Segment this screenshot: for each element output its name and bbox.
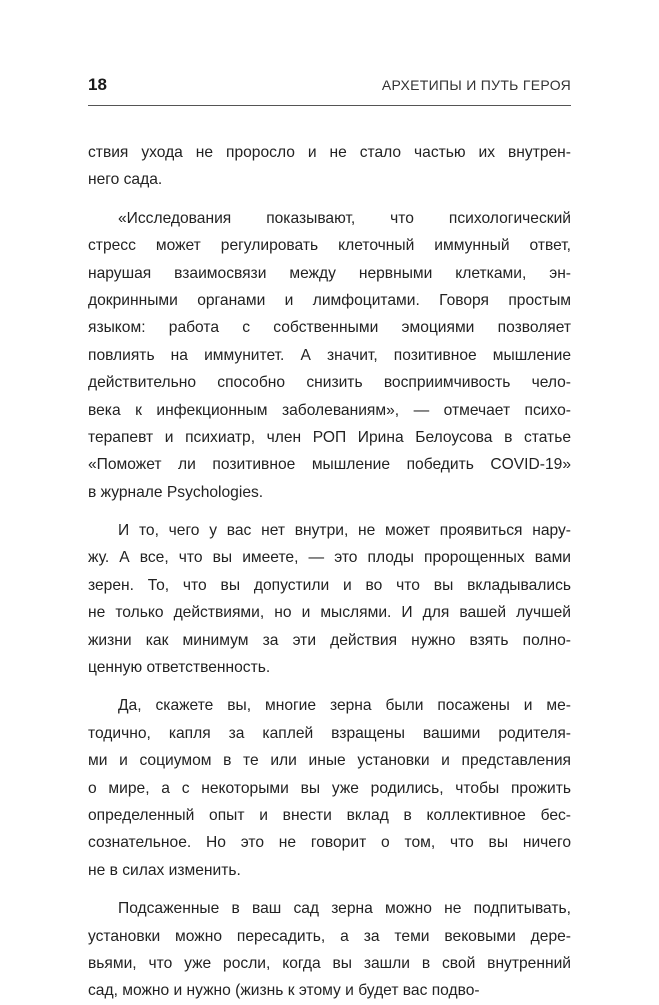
text-line: него сада. [88, 171, 163, 189]
text-line: «Исследования показывают, что психологический [118, 209, 571, 227]
text-line: в журнале Psychologies. [88, 483, 264, 501]
header-divider [88, 105, 571, 106]
paragraph-gap [88, 194, 571, 205]
text-line: сад, можно и нужно (жизнь к этому и будет вас подво- [88, 982, 480, 1000]
text-line: ми и социумом в те или иные установки и представления [88, 752, 571, 770]
page-number: 18 [88, 75, 107, 94]
running-title: АРХЕТИПЫ И ПУТЬ ГЕРОЯ [381, 77, 571, 93]
text-line: докринными органами и лимфоцитами. Говоря простым [88, 291, 571, 309]
body-text [88, 139, 571, 1005]
text-line: повлиять на иммунитет. А значит, позитивное мышление [88, 346, 571, 364]
paragraph [88, 692, 571, 884]
paragraph [88, 205, 571, 506]
text-line: жизни как минимум за эти действия нужно взять полно- [88, 631, 571, 649]
text-line: жу. А все, что вы имеете, — это плоды пророщенных вами [88, 549, 571, 567]
text-line: вьями, что уже росли, когда вы зашли в свой внутренний [88, 954, 571, 972]
text-line: сознательное. Но это не говорит о том, что вы ничего [88, 834, 571, 852]
paragraph [88, 139, 571, 194]
text-line: века к инфекционным заболеваниям», — отмечает психо- [88, 401, 571, 419]
text-line: «Поможет ли позитивное мышление победить COVID-19» [88, 456, 571, 474]
text-line: ценную ответственность. [88, 659, 271, 677]
paragraph-gap [88, 884, 571, 895]
paragraph [88, 895, 571, 1005]
paragraph [88, 517, 571, 681]
paragraph-gap [88, 506, 571, 517]
text-line: ствия ухода не проросло и не стало частью их внутрен- [88, 144, 571, 161]
text-line: определенный опыт и внести вклад в коллективное бес- [88, 806, 571, 824]
page-header [88, 74, 571, 96]
text-line: о мире, а с некоторыми вы уже родились, чтобы прожить [88, 779, 571, 797]
text-line: установки можно пересадить, а за теми вековыми дере- [88, 927, 571, 945]
text-line: Подсаженные в ваш сад зерна можно не подпитывать, [118, 900, 571, 918]
text-line: нарушая взаимосвязи между нервными клетками, эн- [88, 264, 571, 282]
text-line: тодично, капля за каплей взращены вашими родителя- [88, 724, 571, 742]
text-line: Да, скажете вы, многие зерна были посажены и ме- [118, 697, 571, 715]
text-line: терапевт и психиатр, член РОП Ирина Белоусова в статье [88, 428, 571, 446]
text-line: действительно способно снизить восприимчивость чело- [88, 374, 571, 392]
paragraph-gap [88, 681, 571, 692]
text-line: И то, чего у вас нет внутри, не может проявиться нару- [118, 522, 571, 540]
text-line: стресс может регулировать клеточный иммунный ответ, [88, 237, 571, 255]
text-line: языком: работа с собственными эмоциями позволяет [88, 319, 571, 337]
text-line: не только действиями, но и мыслями. И для вашей лучшей [88, 604, 571, 622]
text-line: зерен. То, что вы допустили и во что вы вкладывались [88, 576, 571, 594]
text-line: не в силах изменить. [88, 861, 241, 879]
